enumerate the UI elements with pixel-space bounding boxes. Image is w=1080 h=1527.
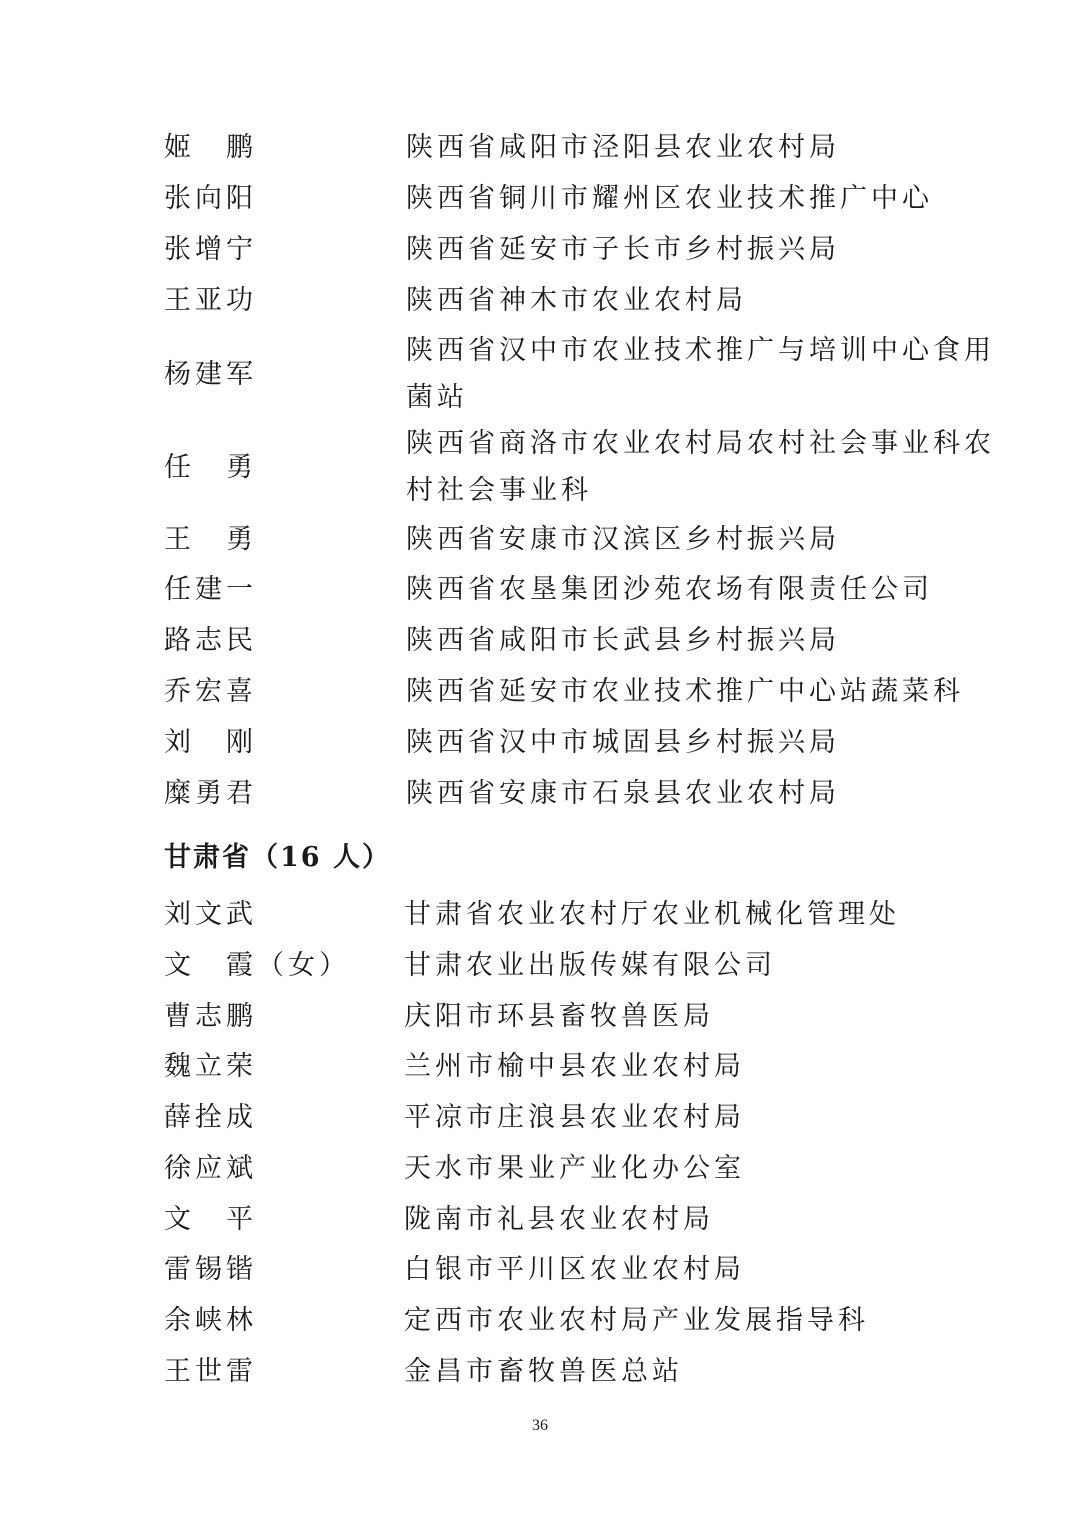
member-organization: 平凉市庄浪县农业农村局 bbox=[404, 1102, 745, 1133]
member-name: 张向阳 bbox=[164, 183, 257, 214]
member-organization: 陕西省汉中市城固县乡村振兴局 bbox=[406, 727, 840, 758]
member-name: 王 勇 bbox=[164, 524, 257, 555]
member-name: 曹志鹏 bbox=[164, 1001, 257, 1032]
member-organization: 陕西省商洛市农业农村局农村社会事业科农村社会事业科 bbox=[406, 428, 995, 506]
member-name: 雷锡锴 bbox=[164, 1254, 257, 1285]
member-name: 刘 刚 bbox=[164, 727, 257, 758]
member-name: 姬 鹏 bbox=[164, 132, 257, 163]
member-organization: 陕西省安康市石泉县农业农村局 bbox=[406, 778, 840, 809]
member-organization: 定西市农业农村局产业发展指导科 bbox=[404, 1305, 869, 1336]
member-name: 文 平 bbox=[164, 1204, 257, 1235]
member-organization: 陕西省咸阳市长武县乡村振兴局 bbox=[406, 625, 840, 656]
member-name: 任建一 bbox=[164, 574, 257, 605]
section-heading-gansu: 甘肃省（16 人） bbox=[164, 842, 391, 873]
member-name: 杨建军 bbox=[164, 359, 257, 390]
member-name: 薛拴成 bbox=[164, 1102, 257, 1133]
member-organization: 陕西省汉中市农业技术推广与培训中心食用菌站 bbox=[406, 335, 995, 413]
member-organization: 甘肃农业出版传媒有限公司 bbox=[404, 950, 776, 981]
member-organization: 陕西省咸阳市泾阳县农业农村局 bbox=[406, 132, 840, 163]
member-organization: 陕西省安康市汉滨区乡村振兴局 bbox=[406, 524, 840, 555]
member-organization: 天水市果业产业化办公室 bbox=[404, 1153, 745, 1184]
member-name: 文 霞（女） bbox=[164, 950, 350, 981]
member-organization: 陕西省农垦集团沙苑农场有限责任公司 bbox=[406, 574, 933, 605]
member-name: 乔宏喜 bbox=[164, 676, 257, 707]
member-name: 路志民 bbox=[164, 625, 257, 656]
member-organization: 陕西省延安市子长市乡村振兴局 bbox=[406, 234, 840, 265]
member-name: 张增宁 bbox=[164, 234, 257, 265]
member-organization: 陇南市礼县农业农村局 bbox=[404, 1204, 714, 1235]
member-name: 余峡林 bbox=[164, 1305, 257, 1336]
member-organization: 兰州市榆中县农业农村局 bbox=[404, 1051, 745, 1082]
member-name: 王亚功 bbox=[164, 285, 257, 316]
member-organization: 陕西省铜川市耀州区农业技术推广中心 bbox=[406, 183, 933, 214]
member-organization: 陕西省延安市农业技术推广中心站蔬菜科 bbox=[406, 676, 964, 707]
member-organization: 陕西省神木市农业农村局 bbox=[406, 285, 747, 316]
member-name: 任 勇 bbox=[164, 452, 257, 483]
member-name: 刘文武 bbox=[164, 899, 257, 930]
member-name: 魏立荣 bbox=[164, 1051, 257, 1082]
member-name: 徐应斌 bbox=[164, 1153, 257, 1184]
member-organization: 庆阳市环县畜牧兽医局 bbox=[404, 1001, 714, 1032]
member-organization: 白银市平川区农业农村局 bbox=[404, 1254, 745, 1285]
member-name: 王世雷 bbox=[164, 1356, 257, 1387]
member-name: 糜勇君 bbox=[164, 778, 257, 809]
member-organization: 甘肃省农业农村厅农业机械化管理处 bbox=[404, 899, 900, 930]
member-organization: 金昌市畜牧兽医总站 bbox=[404, 1356, 683, 1387]
page-number: 36 bbox=[532, 1417, 548, 1434]
